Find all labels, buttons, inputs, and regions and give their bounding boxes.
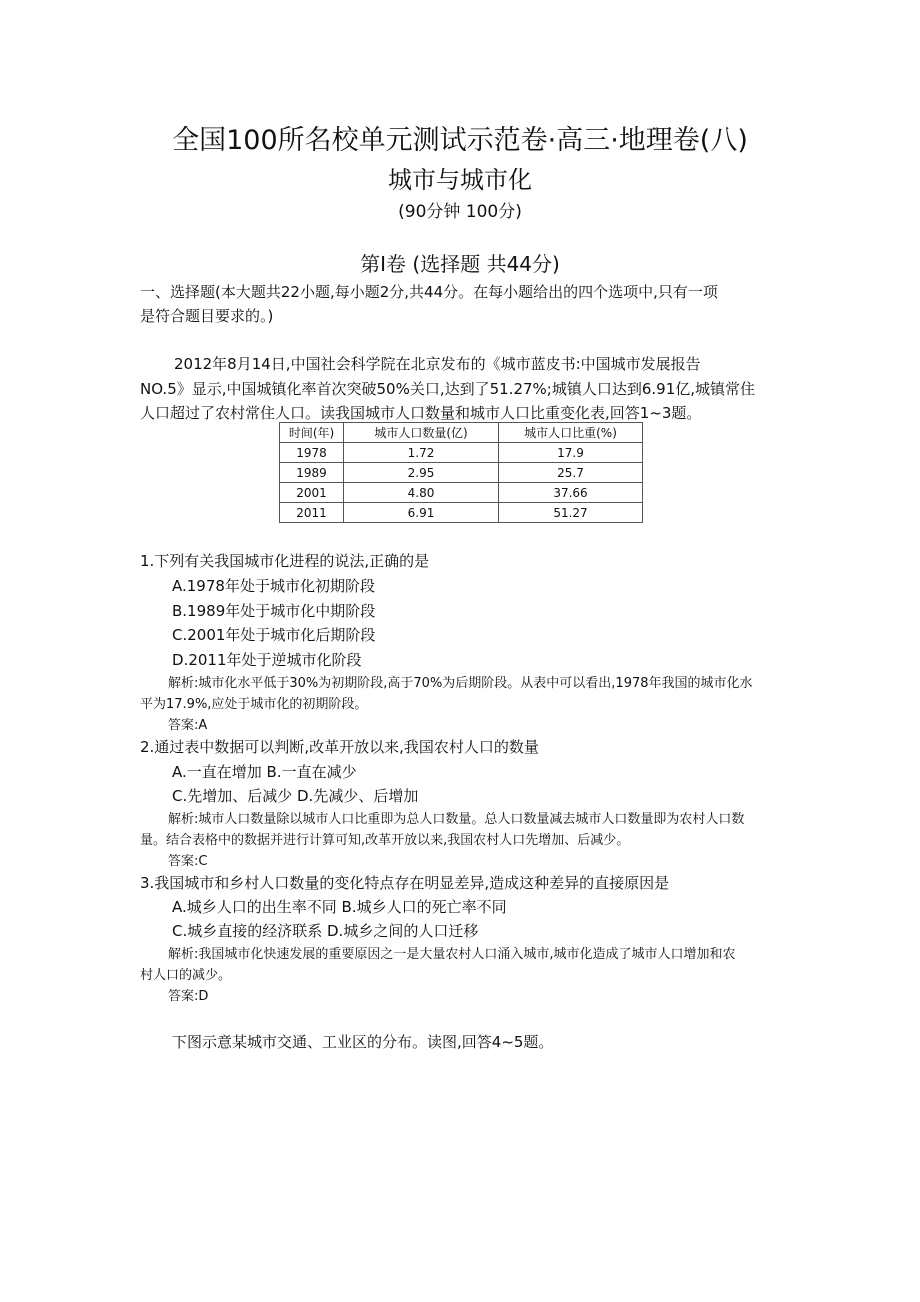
table-cell: 51.27 (499, 503, 643, 523)
question-option: B.1989年处于城市化中期阶段 (172, 602, 376, 620)
part-heading: 第Ⅰ卷 (选择题 共44分) (360, 252, 560, 276)
explanation-line: 解析:城市人口数量除以城市人口比重即为总人口数量。总人口数量减去城市人口数量即为农村人口数 (168, 812, 745, 827)
table-cell: 2011 (280, 503, 344, 523)
question-option: A.1978年处于城市化初期阶段 (172, 577, 375, 595)
table-header-cell: 时间(年) (280, 423, 344, 443)
table-cell: 25.7 (499, 463, 643, 483)
exam-duration: (90分钟 100分) (398, 202, 522, 222)
instruction-line: 一、选择题(本大题共22小题,每小题2分,共44分。在每小题给出的四个选项中,只有一项 (140, 283, 718, 301)
explanation-line: 平为17.9%,应处于城市化的初期阶段。 (140, 697, 368, 712)
table-row (280, 443, 643, 463)
explanation-line: 解析:城市化水平低于30%为初期阶段,高于70%为后期阶段。从表中可以看出,1978年我国的城市化水 (168, 676, 753, 691)
table-header-cell: 城市人口比重(%) (499, 423, 643, 443)
answer-text: 答案:C (168, 854, 208, 869)
exam-subtitle: 城市与城市化 (388, 166, 532, 194)
table-cell: 1989 (280, 463, 344, 483)
table-cell: 6.91 (344, 503, 499, 523)
table-header-row (280, 423, 643, 443)
question-stem: 3.我国城市和乡村人口数量的变化特点存在明显差异,造成这种差异的直接原因是 (140, 874, 670, 892)
question-option: A.一直在增加 B.一直在减少 (172, 763, 357, 781)
explanation-line: 村人口的减少。 (140, 968, 232, 983)
table-cell: 1978 (280, 443, 344, 463)
table-cell: 2.95 (344, 463, 499, 483)
question-option: D.2011年处于逆城市化阶段 (172, 651, 362, 669)
passage-line: NO.5》显示,中国城镇化率首次突破50%关口,达到了51.27%;城镇人口达到6.91亿,城镇常住 (140, 380, 756, 398)
table-row (280, 463, 643, 483)
answer-text: 答案:A (168, 718, 208, 733)
table-cell: 1.72 (344, 443, 499, 463)
question-stem: 1.下列有关我国城市化进程的说法,正确的是 (140, 552, 430, 570)
question-option: A.城乡人口的出生率不同 B.城乡人口的死亡率不同 (172, 898, 507, 916)
answer-text: 答案:D (168, 989, 209, 1004)
table-row (280, 503, 643, 523)
table-header-cell: 城市人口数量(亿) (344, 423, 499, 443)
question-stem: 2.通过表中数据可以判断,改革开放以来,我国农村人口的数量 (140, 738, 539, 756)
table-cell: 17.9 (499, 443, 643, 463)
urban-population-table (279, 422, 643, 523)
question-option: C.城乡直接的经济联系 D.城乡之间的人口迁移 (172, 922, 479, 940)
passage-line: 2012年8月14日,中国社会科学院在北京发布的《城市蓝皮书:中国城市发展报告 (174, 355, 701, 373)
next-section-intro: 下图示意某城市交通、工业区的分布。读图,回答4~5题。 (172, 1033, 554, 1051)
question-option: C.先增加、后减少 D.先减少、后增加 (172, 787, 419, 805)
table-row (280, 483, 643, 503)
exam-title: 全国100所名校单元测试示范卷·高三·地理卷(八) (172, 125, 748, 156)
passage-line: 人口超过了农村常住人口。读我国城市人口数量和城市人口比重变化表,回答1~3题。 (140, 404, 702, 422)
explanation-line: 量。结合表格中的数据并进行计算可知,改革开放以来,我国农村人口先增加、后减少。 (140, 833, 630, 848)
table-cell: 2001 (280, 483, 344, 503)
instruction-line: 是符合题目要求的。) (140, 307, 274, 325)
table-cell: 37.66 (499, 483, 643, 503)
table-cell: 4.80 (344, 483, 499, 503)
explanation-line: 解析:我国城市化快速发展的重要原因之一是大量农村人口涌入城市,城市化造成了城市人口增加和农 (168, 947, 736, 962)
question-option: C.2001年处于城市化后期阶段 (172, 626, 376, 644)
